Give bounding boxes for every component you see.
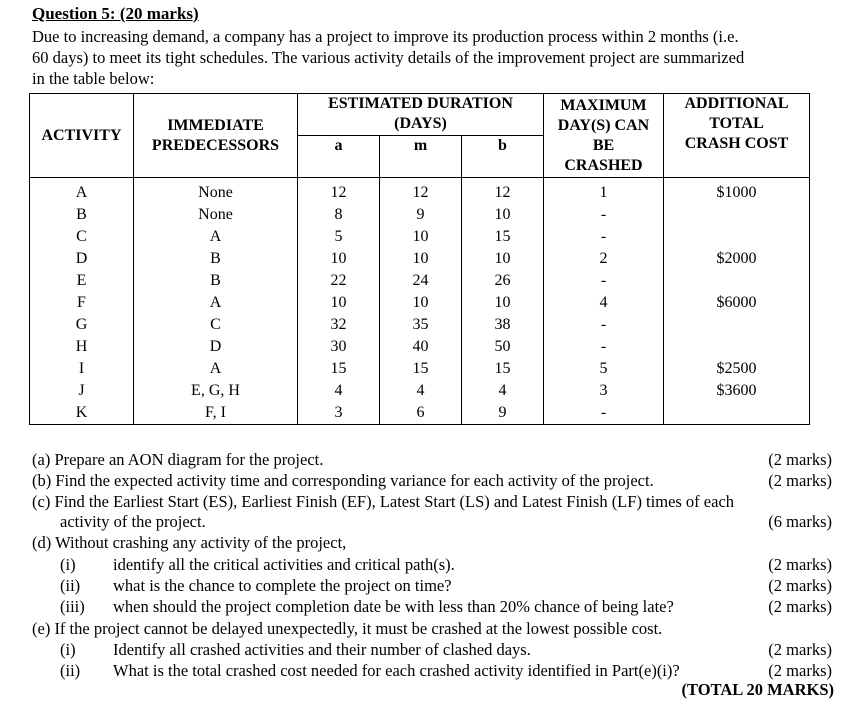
cell-pred: B (134, 270, 298, 292)
part-marks: (2 marks) (768, 555, 832, 574)
cell-m: 15 (380, 358, 462, 380)
cell-a: 8 (298, 204, 380, 226)
cell-activity: I (30, 358, 134, 380)
cell-crash: 2 (544, 248, 664, 270)
cell-a: 30 (298, 336, 380, 358)
cell-activity: B (30, 204, 134, 226)
part-text: what is the chance to complete the project on time? (113, 576, 452, 595)
cell-m: 24 (380, 270, 462, 292)
header-b: b (462, 136, 544, 178)
cell-crash: - (544, 226, 664, 248)
part-text: identify all the critical activities and critical path(s). (113, 555, 455, 574)
cell-cost: $1000 (664, 178, 810, 205)
table-row (30, 358, 810, 380)
cell-a: 22 (298, 270, 380, 292)
cell-activity: C (30, 226, 134, 248)
cell-a: 32 (298, 314, 380, 336)
cell-b: 10 (462, 292, 544, 314)
cell-cost: $2000 (664, 248, 810, 270)
cell-b: 12 (462, 178, 544, 205)
cell-a: 10 (298, 292, 380, 314)
intro-line-3: in the table below: (32, 69, 155, 88)
cell-b: 15 (462, 226, 544, 248)
cell-cost: $3600 (664, 380, 810, 402)
part-marks: (2 marks) (768, 640, 832, 659)
part-marks: (6 marks) (768, 512, 832, 531)
activity-table (29, 93, 810, 425)
cell-crash: - (544, 270, 664, 292)
sub-part-number: (i) (60, 555, 76, 574)
cell-pred: A (134, 358, 298, 380)
table-row (30, 270, 810, 292)
cell-activity: J (30, 380, 134, 402)
part-marks: (2 marks) (768, 576, 832, 595)
cell-cost (664, 270, 810, 292)
sub-part-number: (iii) (60, 597, 85, 616)
table-row (30, 178, 810, 205)
cell-pred: C (134, 314, 298, 336)
cell-b: 15 (462, 358, 544, 380)
cell-a: 4 (298, 380, 380, 402)
header-a: a (298, 136, 380, 178)
header-crash-cost: ADDITIONAL TOTAL CRASH COST (664, 94, 810, 178)
part-text: (a) Prepare an AON diagram for the project. (32, 450, 324, 469)
question-title: Question 5: (20 marks) (32, 4, 199, 23)
cell-activity: G (30, 314, 134, 336)
cell-m: 4 (380, 380, 462, 402)
cell-m: 10 (380, 248, 462, 270)
table-row (30, 248, 810, 270)
sub-part-number: (i) (60, 640, 76, 659)
cell-crash: - (544, 402, 664, 425)
cell-pred: None (134, 204, 298, 226)
cell-cost: $6000 (664, 292, 810, 314)
header-duration: ESTIMATED DURATION (DAYS) (298, 94, 544, 136)
cell-pred: D (134, 336, 298, 358)
part-marks: (2 marks) (768, 661, 832, 680)
cell-pred: B (134, 248, 298, 270)
cell-b: 38 (462, 314, 544, 336)
part-marks: (2 marks) (768, 471, 832, 490)
cell-a: 12 (298, 178, 380, 205)
cell-activity: K (30, 402, 134, 425)
cell-a: 10 (298, 248, 380, 270)
part-text: Identify all crashed activities and their number of clashed days. (113, 640, 531, 659)
cell-m: 9 (380, 204, 462, 226)
cell-pred: A (134, 226, 298, 248)
cell-cost: $2500 (664, 358, 810, 380)
cell-a: 5 (298, 226, 380, 248)
cell-b: 26 (462, 270, 544, 292)
cell-cost (664, 204, 810, 226)
cell-pred: F, I (134, 402, 298, 425)
sub-part-number: (ii) (60, 576, 81, 595)
cell-activity: A (30, 178, 134, 205)
cell-crash: - (544, 336, 664, 358)
cell-cost (664, 336, 810, 358)
cell-crash: 4 (544, 292, 664, 314)
table-row (30, 292, 810, 314)
cell-cost (664, 314, 810, 336)
part-text: (b) Find the expected activity time and corresponding variance for each activity of the project. (32, 471, 654, 490)
table-row (30, 226, 810, 248)
cell-a: 3 (298, 402, 380, 425)
header-m: m (380, 136, 462, 178)
cell-b: 10 (462, 248, 544, 270)
table-row (30, 204, 810, 226)
part-marks: (2 marks) (768, 450, 832, 469)
cell-m: 12 (380, 178, 462, 205)
table-row (30, 314, 810, 336)
cell-pred: E, G, H (134, 380, 298, 402)
cell-b: 10 (462, 204, 544, 226)
table-row (30, 380, 810, 402)
cell-crash: 1 (544, 178, 664, 205)
cell-cost (664, 226, 810, 248)
part-marks: (2 marks) (768, 597, 832, 616)
cell-b: 4 (462, 380, 544, 402)
part-text: What is the total crashed cost needed for each crashed activity identified in Part(e)(i)? (113, 661, 680, 680)
part-text: when should the project completion date be with less than 20% chance of being late? (113, 597, 674, 616)
cell-crash: 5 (544, 358, 664, 380)
cell-cost (664, 402, 810, 425)
header-crash-days: MAXIMUM DAY(S) CAN BE CRASHED (544, 94, 664, 178)
sub-part-number: (ii) (60, 661, 81, 680)
cell-m: 40 (380, 336, 462, 358)
cell-crash: - (544, 204, 664, 226)
cell-m: 10 (380, 226, 462, 248)
table-row (30, 336, 810, 358)
cell-m: 35 (380, 314, 462, 336)
part-text: (c) Find the Earliest Start (ES), Earliest Finish (EF), Latest Start (LS) and Latest Finish (LF) times of each (32, 492, 735, 511)
cell-crash: 3 (544, 380, 664, 402)
cell-activity: E (30, 270, 134, 292)
cell-activity: H (30, 336, 134, 358)
intro-line-1: Due to increasing demand, a company has a project to improve its production process within 2 months (i.e. (32, 27, 739, 46)
intro-line-2: 60 days) to meet its tight schedules. The various activity details of the improvement project are summarized (32, 48, 745, 67)
cell-activity: F (30, 292, 134, 314)
table-row (30, 402, 810, 425)
part-text: activity of the project. (60, 512, 206, 531)
header-activity: ACTIVITY (30, 94, 134, 178)
cell-b: 9 (462, 402, 544, 425)
part-text: (e) If the project cannot be delayed unexpectedly, it must be crashed at the lowest possible cost. (32, 619, 663, 638)
total-marks: (TOTAL 20 MARKS) (681, 680, 834, 699)
cell-a: 15 (298, 358, 380, 380)
part-text: (d) Without crashing any activity of the project, (32, 533, 347, 552)
cell-pred: None (134, 178, 298, 205)
cell-activity: D (30, 248, 134, 270)
cell-pred: A (134, 292, 298, 314)
cell-m: 6 (380, 402, 462, 425)
cell-m: 10 (380, 292, 462, 314)
header-predecessors: IMMEDIATE PREDECESSORS (134, 94, 298, 178)
cell-b: 50 (462, 336, 544, 358)
cell-crash: - (544, 314, 664, 336)
